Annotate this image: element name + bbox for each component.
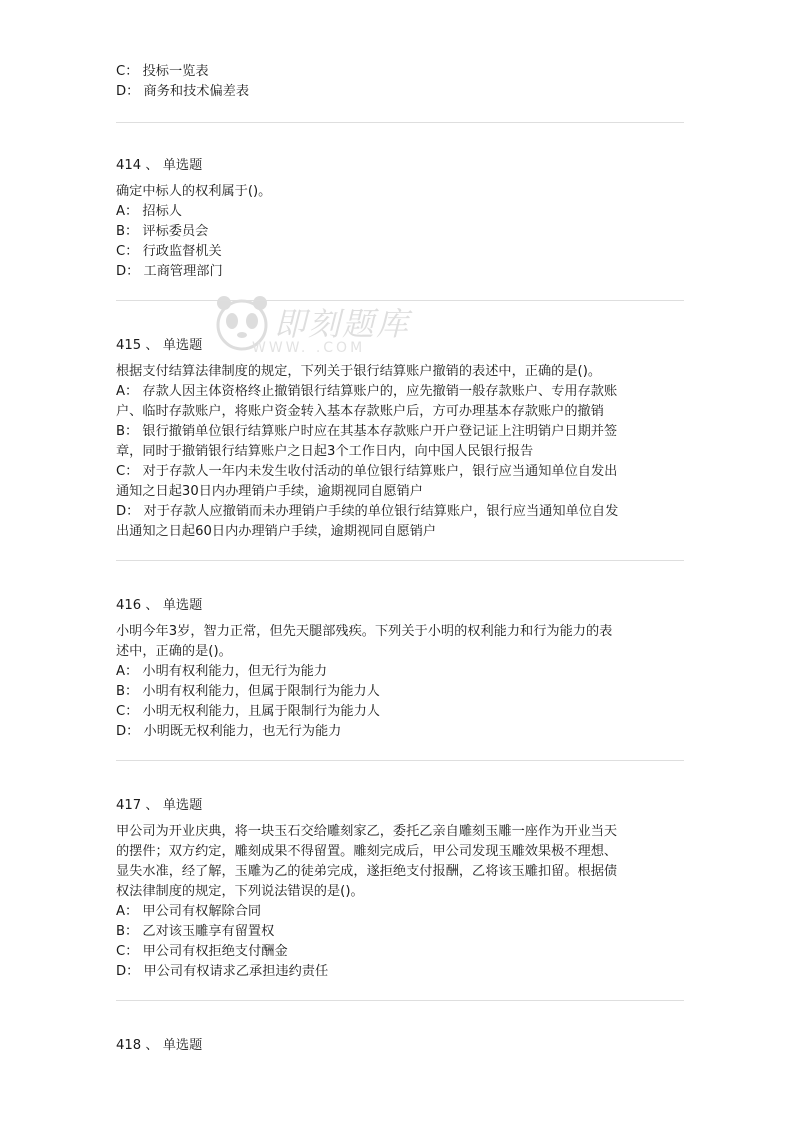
option[interactable]: B： 小明有权利能力，但属于限制行为能力人 [116,684,380,699]
divider [116,560,684,561]
divider [116,122,684,123]
option[interactable]: D： 工商管理部门 [116,264,223,279]
question-stem-continued: 的摆件；双方约定，雕刻成果不得留置。雕刻完成后，甲公司发现玉雕效果极不理想、 [116,844,618,859]
divider [116,300,684,301]
question-stem: 确定中标人的权利属于()。 [116,184,272,199]
option[interactable]: C： 甲公司有权拒绝支付酬金 [116,944,288,959]
option[interactable]: D： 商务和技术偏差表 [116,84,250,99]
divider [116,1000,684,1001]
watermark-text: 即刻题库 [274,305,411,343]
question-stem-continued: 述中，正确的是()。 [116,644,232,659]
question-header: 416 、 单选题 [116,598,203,613]
option-continued[interactable]: 通知之日起30日内办理销户手续，逾期视同自愿销户 [116,484,423,499]
option[interactable]: A： 招标人 [116,204,182,219]
option[interactable]: C： 对于存款人一年内未发生收付活动的单位银行结算账户，银行应当通知单位自发出 [116,464,618,479]
option-continued[interactable]: 户、临时存款账户，将账户资金转入基本存款账户后，方可办理基本存款账户的撤销 [116,404,604,419]
question-stem-continued: 权法律制度的规定，下列说法错误的是()。 [116,884,364,899]
question-header: 414 、 单选题 [116,158,203,173]
question-stem-continued: 显失水准，经了解，玉雕为乙的徒弟完成，遂拒绝支付报酬，乙将该玉雕扣留。根据债 [116,864,618,879]
option[interactable]: B： 评标委员会 [116,224,209,239]
question-418 [116,1036,202,1056]
option-continued[interactable]: 章，同时于撤销银行结算账户之日起3个工作日内，向中国人民银行报告 [116,444,534,459]
question-414 [116,156,271,282]
option[interactable]: D： 对于存款人应撤销而未办理销户手续的单位银行结算账户，银行应当通知单位自发 [116,504,619,519]
option[interactable]: D： 小明既无权利能力，也无行为能力 [116,724,342,739]
divider [116,760,684,761]
question-header: 417 、 单选题 [116,798,203,813]
question-stem: 小明今年3岁，智力正常，但先天腿部残疾。下列关于小明的权利能力和行为能力的表 [116,624,613,639]
option[interactable]: C： 行政监督机关 [116,244,222,259]
option[interactable]: D： 甲公司有权请求乙承担违约责任 [116,964,329,979]
option-continued[interactable]: 出通知之日起60日内办理销户手续，逾期视同自愿销户 [116,524,437,539]
question-415 [116,336,618,542]
watermark-sub: WWW. .COM [252,340,366,356]
option[interactable]: B： 银行撤销单位银行结算账户时应在其基本存款账户开户登记证上注明销户日期并签 [116,424,618,439]
question-header: 415 、 单选题 [116,338,203,353]
prev-question-options [116,62,249,102]
option[interactable]: A： 存款人因主体资格终止撤销银行结算账户的，应先撤销一般存款账户、专用存款账 [116,384,618,399]
question-header: 418 、 单选题 [116,1038,203,1053]
option[interactable]: B： 乙对该玉雕享有留置权 [116,924,275,939]
question-stem: 甲公司为开业庆典，将一块玉石交给雕刻家乙，委托乙亲自雕刻玉雕一座作为开业当天 [116,824,618,839]
question-417 [116,796,617,982]
option[interactable]: C： 投标一览表 [116,64,209,79]
question-stem: 根据支付结算法律制度的规定，下列关于银行结算账户撤销的表述中，正确的是()。 [116,364,602,379]
option[interactable]: A： 甲公司有权解除合同 [116,904,262,919]
option[interactable]: A： 小明有权利能力，但无行为能力 [116,664,328,679]
option[interactable]: C： 小明无权利能力，且属于限制行为能力人 [116,704,380,719]
question-416 [116,596,612,742]
